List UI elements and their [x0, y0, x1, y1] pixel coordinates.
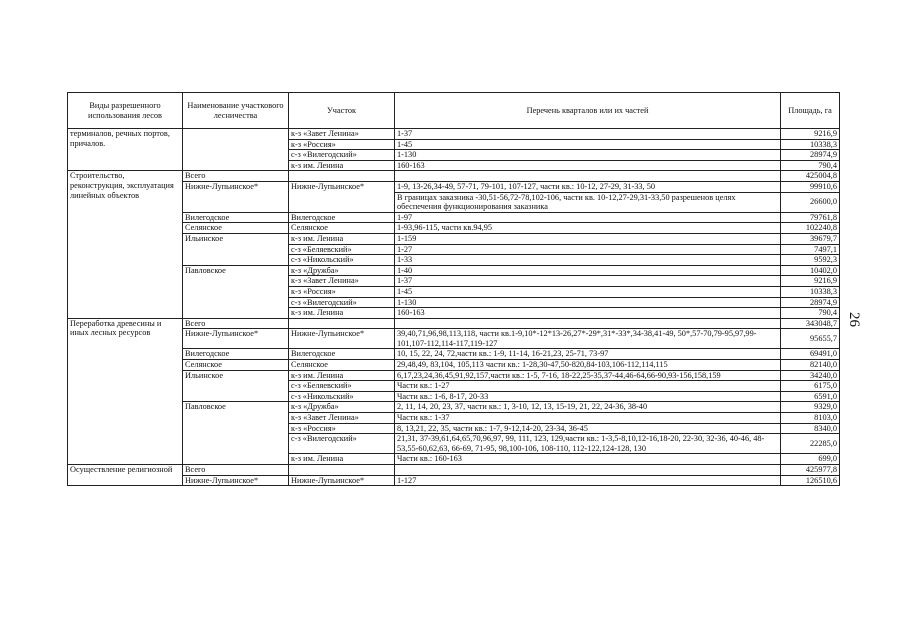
cell-plot: к-з «Завет Ленина» [289, 129, 395, 140]
cell-quarters: 1-45 [395, 139, 781, 150]
cell-area: 6175,0 [781, 381, 840, 392]
cell-plot: к-з «Россия» [289, 423, 395, 434]
header-area: Площадь, га [781, 93, 840, 129]
cell-forestry: Всего [183, 465, 289, 476]
cell-plot: с-з «Беляевский» [289, 381, 395, 392]
cell-area: 790,4 [781, 308, 840, 319]
cell-quarters: 1-37 [395, 129, 781, 140]
cell-type: Осуществление религиозной [68, 465, 183, 486]
cell-type: Строительство, реконструкция, эксплуатация линейных объектов [68, 171, 183, 318]
cell-area: 343048,7 [781, 318, 840, 329]
cell-area: 425977,8 [781, 465, 840, 476]
cell-area: 69491,0 [781, 349, 840, 360]
cell-area: 9329,0 [781, 402, 840, 413]
table-row [68, 212, 840, 223]
cell-quarters: Части кв.: 1-37 [395, 413, 781, 424]
cell-forestry: Павловское [183, 265, 289, 318]
cell-quarters: 1-130 [395, 297, 781, 308]
cell-area: 99910,6 [781, 181, 840, 192]
table-row [68, 349, 840, 360]
cell-quarters: 39,40,71,96,98,113,118, части кв.1-9,10*-12*13-26,27*-29*,31*-33*,34-38,41-49, 50*,57-70,79-95,97,99-101,107-112,114-117,119-127 [395, 329, 781, 349]
cell-plot [289, 465, 395, 476]
cell-plot: к-з «Россия» [289, 139, 395, 150]
cell-forestry: Ильинское [183, 233, 289, 265]
cell-quarters: 10, 15, 22, 24, 72,части кв.: 1-9, 11-14, 16-21,23, 25-71, 73-97 [395, 349, 781, 360]
cell-area: 95655,7 [781, 329, 840, 349]
cell-area: 39679,7 [781, 233, 840, 244]
cell-plot: с-з «Никольский» [289, 391, 395, 402]
cell-quarters: 6,17,23,24,36,45,91,92,157,части кв.: 1-5, 7-16, 18-22,25-35,37-44,46-64,66-90,93-156,158,159 [395, 370, 781, 381]
cell-quarters: Части кв.: 160-163 [395, 454, 781, 465]
cell-plot: к-з им. Ленина [289, 454, 395, 465]
cell-forestry [183, 129, 289, 171]
cell-forestry: Вилегодское [183, 212, 289, 223]
cell-plot: к-з им. Ленина [289, 370, 395, 381]
cell-quarters: 1-97 [395, 212, 781, 223]
quarters-table [67, 92, 840, 486]
cell-forestry: Нижне-Лупьинское* [183, 329, 289, 349]
cell-forestry: Всего [183, 171, 289, 182]
page-number: 26 [846, 312, 862, 327]
cell-quarters: 1-159 [395, 233, 781, 244]
cell-plot: к-з им. Ленина [289, 233, 395, 244]
cell-forestry: Ильинское [183, 370, 289, 402]
cell-forestry: Всего [183, 318, 289, 329]
cell-area: 79761,8 [781, 212, 840, 223]
table-row [68, 171, 840, 182]
cell-plot: с-з «Вилегодский» [289, 297, 395, 308]
cell-area: 9592,3 [781, 255, 840, 266]
cell-plot: к-з им. Ленина [289, 160, 395, 171]
cell-quarters: 1-130 [395, 150, 781, 161]
table-row [68, 329, 840, 349]
table-row [68, 370, 840, 381]
cell-quarters: 1-127 [395, 475, 781, 486]
cell-area: 10402,0 [781, 265, 840, 276]
table-row [68, 475, 840, 486]
cell-plot: Нижне-Лупьинское* [289, 181, 395, 212]
table-row [68, 233, 840, 244]
header-quarters: Перечень кварталов или их частей [395, 93, 781, 129]
table-row [68, 360, 840, 371]
cell-plot: к-з «Дружба» [289, 402, 395, 413]
cell-forestry: Селянское [183, 360, 289, 371]
cell-quarters: Части кв.: 1-27 [395, 381, 781, 392]
cell-plot [289, 318, 395, 329]
cell-plot: с-з «Вилегодский» [289, 434, 395, 454]
cell-area: 8340,0 [781, 423, 840, 434]
cell-plot: с-з «Никольский» [289, 255, 395, 266]
cell-plot [289, 171, 395, 182]
cell-quarters: 8, 13,21, 22, 35, части кв.: 1-7, 9-12,14-20, 23-34, 36-45 [395, 423, 781, 434]
cell-quarters: 1-33 [395, 255, 781, 266]
cell-area: 82140,0 [781, 360, 840, 371]
cell-plot: Селянское [289, 223, 395, 234]
header-forestry: Наименование участкового лесничества [183, 93, 289, 129]
header-row [68, 93, 840, 129]
cell-plot: Вилегодское [289, 349, 395, 360]
cell-area: 9216,9 [781, 276, 840, 287]
cell-quarters: 1-27 [395, 244, 781, 255]
cell-forestry: Нижне-Лупьинское* [183, 475, 289, 486]
cell-forestry: Вилегодское [183, 349, 289, 360]
cell-type: Переработка древесины и иных лесных ресурсов [68, 318, 183, 464]
header-plot: Участок [289, 93, 395, 129]
cell-forestry: Павловское [183, 402, 289, 465]
cell-quarters: 160-163 [395, 308, 781, 319]
cell-quarters [395, 318, 781, 329]
cell-plot: Нижне-Лупьинское* [289, 475, 395, 486]
cell-quarters: 1-40 [395, 265, 781, 276]
cell-plot: к-з им. Ленина [289, 308, 395, 319]
cell-area: 22285,0 [781, 434, 840, 454]
table-row [68, 181, 840, 192]
cell-plot: с-з «Вилегодский» [289, 150, 395, 161]
cell-area: 8103,0 [781, 413, 840, 424]
cell-forestry: Селянское [183, 223, 289, 234]
table-body [68, 129, 840, 486]
cell-quarters: 1-37 [395, 276, 781, 287]
cell-quarters: 160-163 [395, 160, 781, 171]
cell-area: 34240,0 [781, 370, 840, 381]
cell-forestry: Нижне-Лупьинское* [183, 181, 289, 212]
cell-plot: к-з «Завет Ленина» [289, 413, 395, 424]
cell-quarters [395, 465, 781, 476]
cell-quarters: 1-93,96-115, части кв.94,95 [395, 223, 781, 234]
table-row [68, 465, 840, 476]
cell-plot: Нижне-Лупьинское* [289, 329, 395, 349]
table-row [68, 223, 840, 234]
cell-quarters: 1-45 [395, 286, 781, 297]
table-row [68, 265, 840, 276]
cell-area: 699,0 [781, 454, 840, 465]
cell-plot: Селянское [289, 360, 395, 371]
cell-area: 26600,0 [781, 192, 840, 212]
table-row [68, 318, 840, 329]
cell-quarters: 21,31, 37-39,61,64,65,70,96,97, 99, 111, 123, 129,части кв.: 1-3,5-8,10,12-16,18-20, 22-30, 32-36, 40-46, 48-53,55-60,62,63, 66-69, 71-95, 98,100-106, 108-110, 112-122,124-128, 130 [395, 434, 781, 454]
table-row [68, 129, 840, 140]
cell-area: 790,4 [781, 160, 840, 171]
cell-area: 7497,1 [781, 244, 840, 255]
cell-area: 28974,9 [781, 297, 840, 308]
cell-quarters [395, 171, 781, 182]
cell-plot: с-з «Беляевский» [289, 244, 395, 255]
table-row [68, 402, 840, 413]
cell-area: 102240,8 [781, 223, 840, 234]
cell-plot: Вилегодское [289, 212, 395, 223]
cell-area: 10338,3 [781, 286, 840, 297]
cell-plot: к-з «Дружба» [289, 265, 395, 276]
cell-quarters: 29,48,49, 83,104, 105,113 части кв.: 1-28,30-47,50-820,84-103,106-112,114,115 [395, 360, 781, 371]
cell-area: 28974,9 [781, 150, 840, 161]
cell-type: терминалов, речных портов, причалов. [68, 129, 183, 171]
cell-area: 9216,9 [781, 129, 840, 140]
cell-quarters: Части кв.: 1-6, 8-17, 20-33 [395, 391, 781, 402]
cell-area: 126510,6 [781, 475, 840, 486]
cell-quarters: В границах заказника -30,51-56,72-78,102-106, части кв. 10-12,27-29,31-33,50 разрешенов целях обеспечения функционирования заказника [395, 192, 781, 212]
cell-area: 10338,3 [781, 139, 840, 150]
cell-area: 6591,0 [781, 391, 840, 402]
header-type: Виды разрешенного использования лесов [68, 93, 183, 129]
cell-quarters: 1-9, 13-26,34-49, 57-71, 79-101, 107-127, части кв.: 10-12, 27-29, 31-33, 50 [395, 181, 781, 192]
cell-quarters: 2, 11, 14, 20, 23, 37, части кв.: 1, 3-10, 12, 13, 15-19, 21, 22, 24-36, 38-40 [395, 402, 781, 413]
cell-area: 425004,8 [781, 171, 840, 182]
cell-plot: к-з «Россия» [289, 286, 395, 297]
cell-plot: к-з «Завет Ленина» [289, 276, 395, 287]
